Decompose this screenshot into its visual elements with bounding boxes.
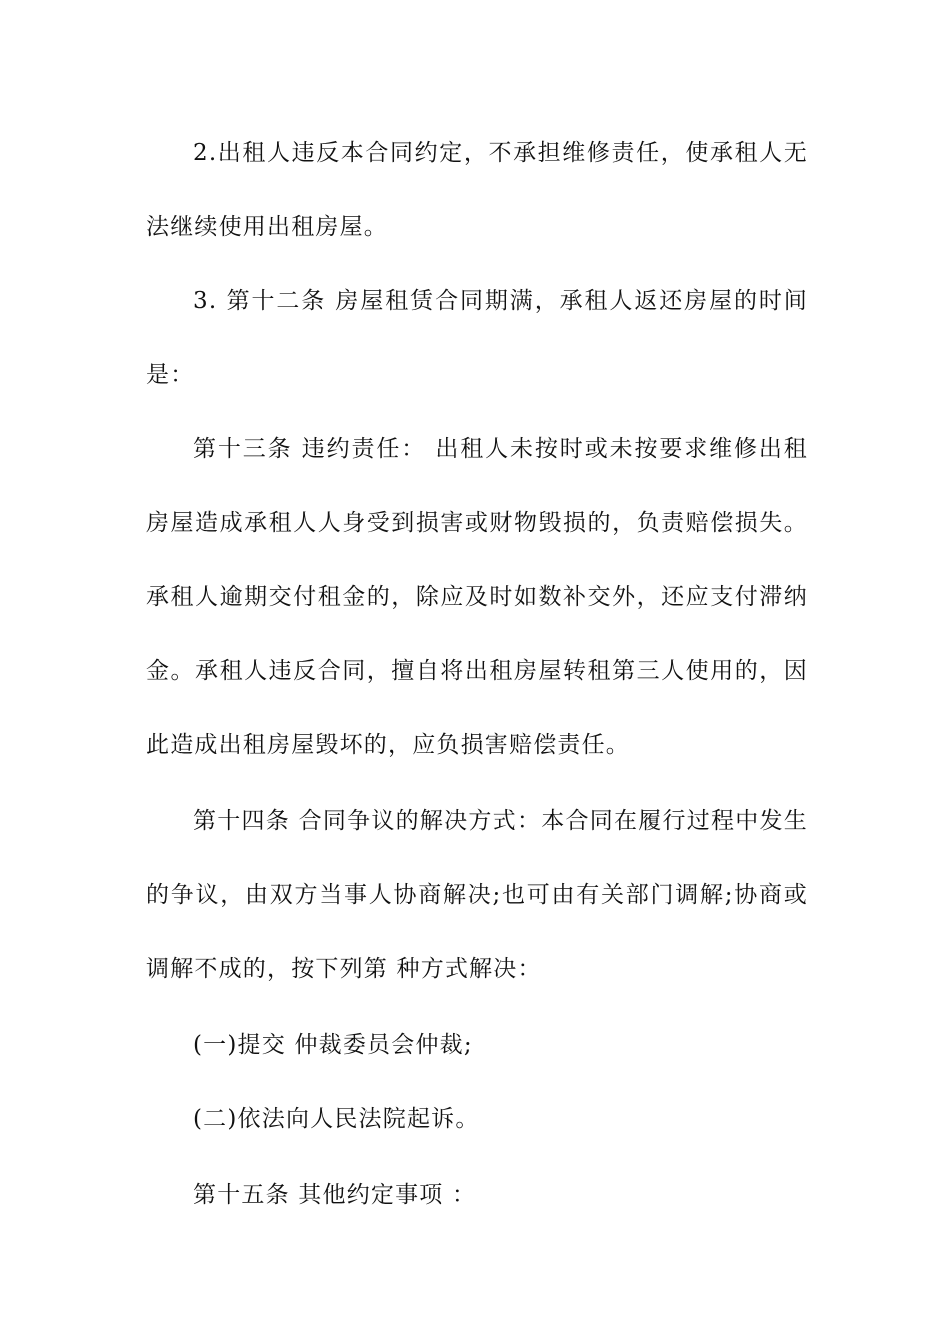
paragraph-line: 此造成出租房屋毁坏的，应负损害赔偿责任。 [146, 732, 630, 758]
paragraph-line: 承租人逾期交付租金的，除应及时如数补交外，还应支付滞纳 [146, 584, 808, 610]
paragraph-line: 的争议，由双方当事人协商解决;也可由有关部门调解;协商或 [146, 882, 808, 908]
paragraph-line: 金。承租人违反合同，擅自将出租房屋转租第三人使用的，因 [146, 658, 808, 684]
paragraph-line: 是： [146, 362, 195, 388]
paragraph-line: 第十三条 违约责任： 出租人未按时或未按要求维修出租 [193, 436, 808, 462]
paragraph-line: (二)依法向人民法院起诉。 [193, 1106, 480, 1132]
paragraph-line: 调解不成的，按下列第 种方式解决： [146, 956, 542, 982]
paragraph-line: 第十四条 合同争议的解决方式：本合同在履行过程中发生 [193, 808, 808, 834]
paragraph-line: 2.出租人违反本合同约定，不承担维修责任，使承租人无 [193, 140, 808, 166]
paragraph-line: 法继续使用出租房屋。 [146, 214, 388, 240]
paragraph-line: (一)提交 仲裁委员会仲裁; [193, 1032, 473, 1058]
paragraph-line: 房屋造成承租人人身受到损害或财物毁损的，负责赔偿损失。 [146, 510, 808, 536]
paragraph-line: 第十五条 其他约定事项 ： [193, 1182, 477, 1208]
paragraph-line: 3. 第十二条 房屋租赁合同期满，承租人返还房屋的时间 [193, 288, 808, 314]
